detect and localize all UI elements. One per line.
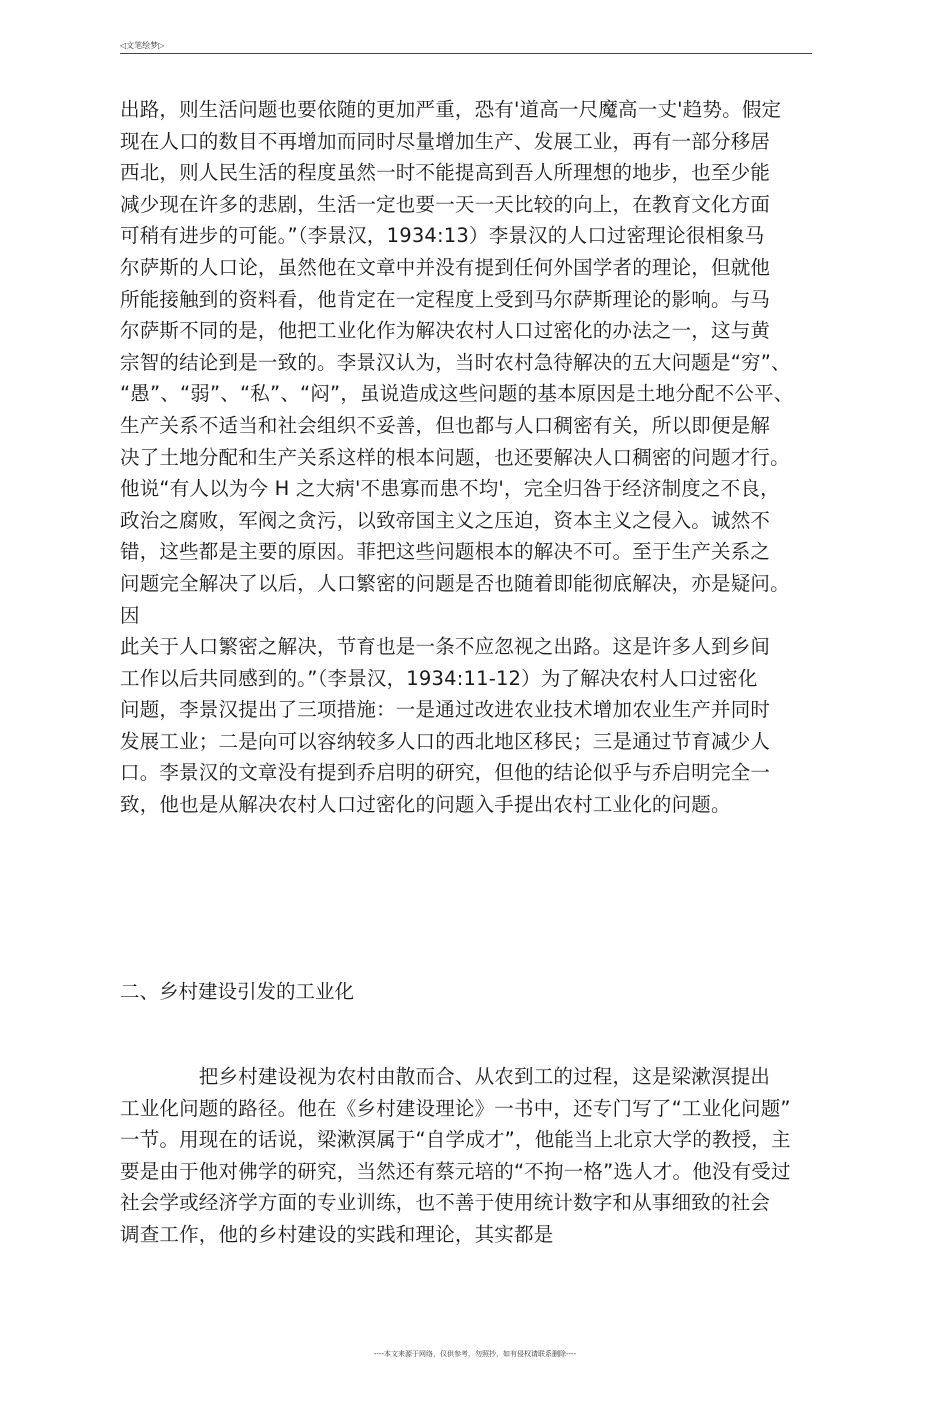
paragraph-line: 尔萨斯不同的是，他把工业化作为解决农村人口过密化的办法之一，这与黄: [120, 319, 771, 343]
paragraph-line: 致，他也是从解决农村人口过密化的问题入手提出农村工业化的问题。: [120, 793, 731, 817]
paragraph-line: 发展工业；二是向可以容纳较多人口的西北地区移民；三是通过节育减少人: [120, 729, 771, 753]
paragraph-line: 社会学或经济学方面的专业训练，也不善于使用统计数字和从事细致的社会: [120, 1191, 771, 1215]
paragraph-line: 现在人口的数目不再增加而同时尽量增加生产、发展工业，再有一部分移居: [120, 129, 771, 153]
paragraph-line: 可稍有进步的可能。”（李景汉，1934:13）李景汉的人口过密理论很相象马: [120, 224, 765, 248]
page-footer-note: ----本文来源于网络，仅供参考，勿照抄，如有侵权请联系删除----: [373, 1350, 577, 1358]
body-paragraph-1: [120, 94, 812, 821]
paragraph-line: 减少现在许多的悲剧，生活一定也要一天一天比较的向上，在教育文化方面: [120, 192, 771, 216]
paragraph-line: 因: [120, 603, 140, 627]
paragraph-line: 出路，则生活问题也要依随的更加严重，恐有'道高一尺魔高一丈'趋势。假定: [120, 98, 782, 121]
page-header-label: ◁文笔绘梦▷: [120, 41, 165, 50]
paragraph-line: 问题，李景汉提出了三项措施：一是通过改进农业技术增加农业生产并同时: [120, 698, 771, 722]
paragraph-line: 他说“有人以为今 H 之大病'不患寡而患不均'，完全归咎于经济制度之不良，: [120, 477, 780, 501]
paragraph-line: 决了土地分配和生产关系这样的根本问题，也还要解决人口稠密的问题才行。: [120, 445, 790, 469]
paragraph-line: 所能接触到的资料看，他肯定在一定程度上受到马尔萨斯理论的影响。与马: [120, 287, 771, 311]
paragraph-line: 错，这些都是主要的原因。菲把这些问题根本的解决不可。至于生产关系之: [120, 540, 771, 564]
paragraph-line: 宗智的结论到是一致的。李景汉认为，当时农村急待解决的五大问题是“穷”、: [120, 350, 791, 374]
paragraph-line: 西北，则人民生活的程度虽然一时不能提高到吾人所理想的地步，也至少能: [120, 161, 771, 185]
paragraph-line: 一节。用现在的话说，梁漱溟属于“自学成才”，他能当上北京大学的教授，主: [120, 1128, 791, 1152]
paragraph-line: 尔萨斯的人口论，虽然他在文章中并没有提到任何外国学者的理论，但就他: [120, 255, 771, 279]
paragraph-line: 工作以后共同感到的。”（李景汉，1934:11-12）为了解决农村人口过密化: [120, 666, 758, 690]
paragraph-line: 要是由于他对佛学的研究，当然还有蔡元培的“不拘一格”选人才。他没有受过: [120, 1159, 791, 1183]
paragraph-line: 调查工作，他的乡村建设的实践和理论，其实都是: [120, 1222, 554, 1246]
paragraph-line: “愚”、“弱”、“私”、“闷”，虽说造成这些问题的基本原因是土地分配不公平、: [120, 382, 794, 406]
paragraph-line: 政治之腐败，军阀之贪污，以致帝国主义之压迫，资本主义之侵入。诚然不: [120, 508, 771, 532]
paragraph-line: 此关于人口繁密之解决，节育也是一条不应忽视之出路。这是许多人到乡间: [120, 635, 771, 659]
paragraph-line: 口。李景汉的文章没有提到乔启明的研究，但他的结论似乎与乔启明完全一: [120, 761, 771, 785]
header-divider: [120, 53, 812, 54]
body-paragraph-2: [120, 1061, 812, 1251]
section-heading: 二、乡村建设引发的工业化: [120, 980, 355, 1003]
paragraph-line: 把乡村建设视为农村由散而合、从农到工的过程，这是梁漱溟提出: [120, 1065, 771, 1088]
paragraph-line: 问题完全解决了以后，人口繁密的问题是否也随着即能彻底解决，亦是疑问。: [120, 571, 790, 595]
paragraph-line: 工业化问题的路径。他在《乡村建设理论》一书中，还专门写了“工业化问题”: [120, 1096, 791, 1120]
paragraph-line: 生产关系不适当和社会组织不妥善，但也都与人口稠密有关，所以即便是解: [120, 413, 771, 437]
